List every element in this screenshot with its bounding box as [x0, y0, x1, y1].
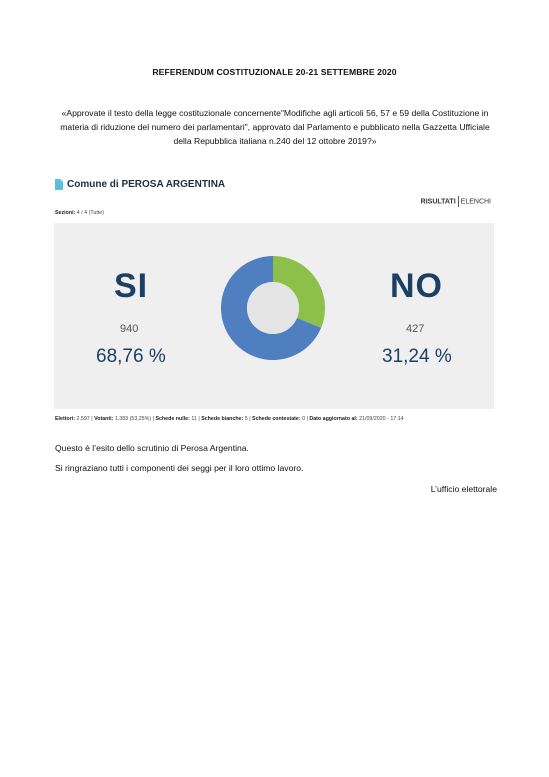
footer-value: 21/09/2020 - 17:14	[357, 416, 404, 422]
sezioni-label: Sezioni:	[55, 210, 76, 216]
footer-separator: |	[305, 416, 310, 422]
sezioni-info	[55, 210, 104, 216]
result-statement: Questo è l’esito dello scrutinio di Perosa Argentina.	[55, 443, 249, 453]
no-label: NO	[390, 267, 443, 305]
document-title: REFERENDUM COSTITUZIONALE 20-21 SETTEMBRE 2020	[152, 67, 397, 77]
thanks-statement: Si ringraziano tutti i componenti dei seggi per il loro ottimo lavoro.	[55, 463, 304, 473]
donut-hole	[247, 282, 299, 334]
footer-label: Votanti:	[94, 416, 114, 422]
document-icon	[55, 179, 63, 190]
no-percent: 31,24 %	[382, 346, 452, 367]
footer-label: Schede contestate:	[252, 416, 301, 422]
comune-name: Comune di PEROSA ARGENTINA	[67, 179, 226, 190]
footer-value: 5	[243, 416, 248, 422]
footer-label: Schede bianche:	[201, 416, 244, 422]
referendum-question: «Approvate il testo della legge costituzionale concernente"Modifiche agli articoli 56, 57 e 59 della Costituzione in materia di riduzione del numero dei parlamentari", approvato dal Parlamento e pubblicato nella Gazzetta Ufficiale della Repubblica italiana n.240 del 12 ottobre 2019?»	[60, 108, 490, 146]
footer-value: 2.597	[75, 416, 90, 422]
footer-label: Schede nulle:	[155, 416, 190, 422]
footer-value: 11	[189, 416, 197, 422]
footer-separator: |	[196, 416, 202, 422]
footer-label: Dato aggiornato al:	[309, 416, 358, 422]
footer-value: 1.383 (53,25%)	[113, 416, 152, 422]
footer-value: 0	[300, 416, 306, 422]
tab-risultati[interactable]: RISULTATI	[420, 198, 456, 206]
si-label: SI	[114, 267, 149, 305]
result-tabs	[421, 196, 491, 207]
si-percent: 68,76 %	[96, 346, 166, 367]
no-count: 427	[406, 323, 425, 335]
sezioni-value: 4 / 4 (Tutte)	[76, 210, 104, 216]
footer-label: Elettori:	[55, 416, 76, 422]
results-panel	[54, 223, 494, 409]
signature: L’ufficio elettorale	[430, 484, 497, 494]
si-count: 940	[120, 323, 139, 335]
tab-elenchi[interactable]: ELENCHI	[460, 198, 491, 206]
footer-separator: |	[151, 416, 156, 422]
footer-separator: |	[247, 416, 253, 422]
tab-separator	[458, 196, 459, 207]
results-donut-chart	[220, 255, 326, 361]
results-footer	[55, 416, 404, 422]
footer-separator: |	[89, 416, 95, 422]
